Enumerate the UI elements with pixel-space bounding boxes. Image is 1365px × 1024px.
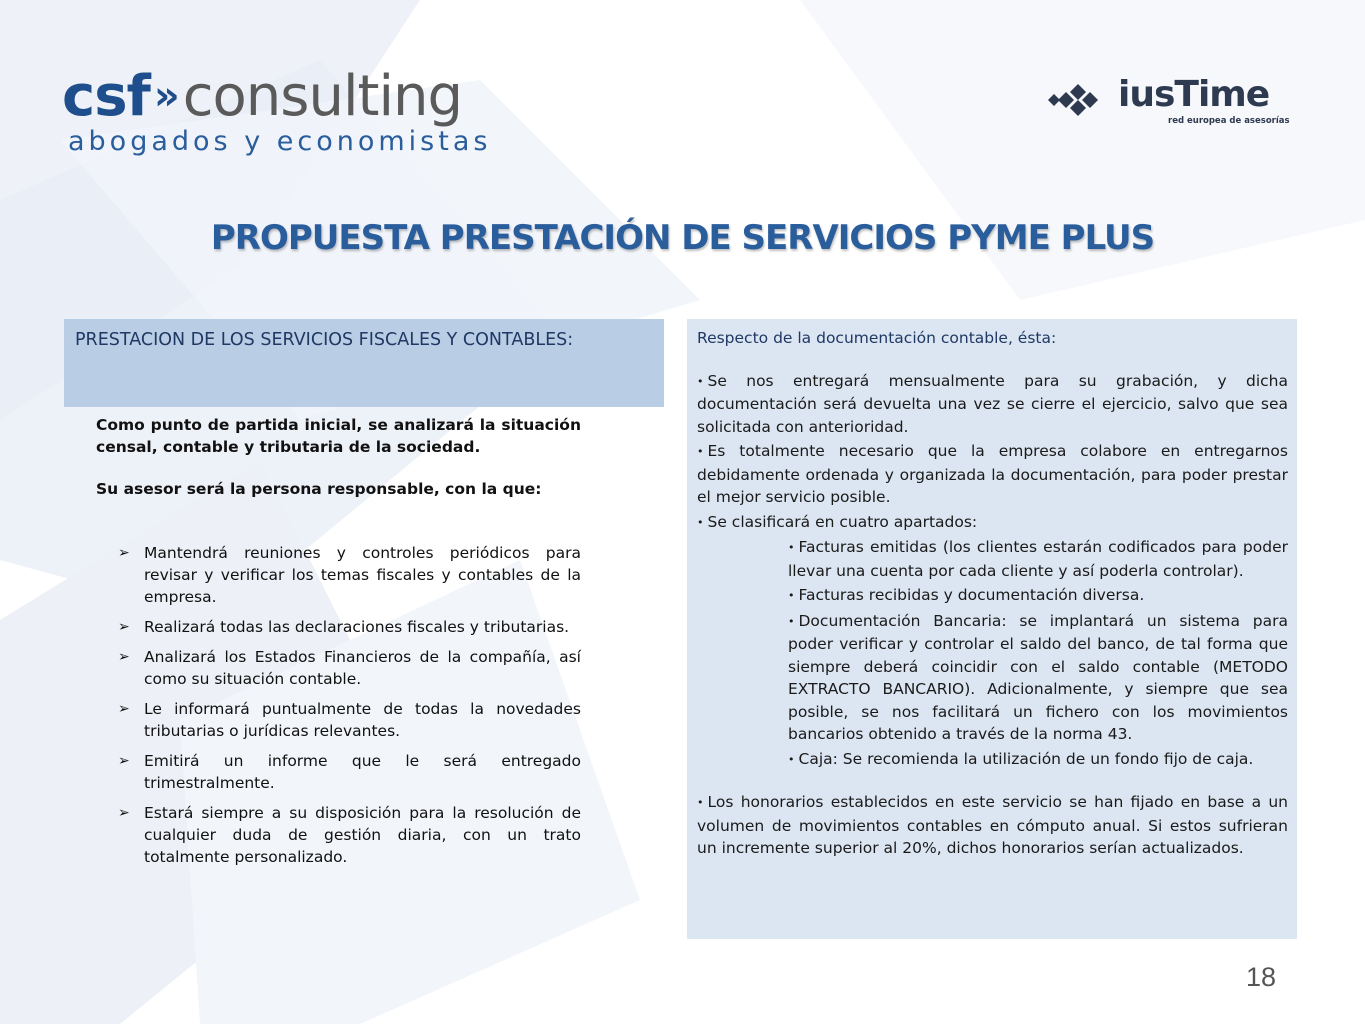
arrow-bullet-icon: ➢ xyxy=(118,619,130,635)
list-item xyxy=(96,646,581,690)
page-number: 18 xyxy=(1246,962,1277,992)
sub-bullet-text: Caja: Se recomienda la utilización de un fondo fijo de caja. xyxy=(798,749,1254,768)
sub-bullet-text: Documentación Bancaria: se implantará un sistema para poder verificar y controlar el saldo del banco, de tal forma que siempre deberá coincidir con el saldo contable (METODO EXTRACTO BANCARIO). Adicionalmente, y siempre que sea posible, se nos facilitará un fichero con los movimientos bancarios obtenido a través de la norma 43. xyxy=(788,611,1288,743)
fees-text: Los honorarios establecidos en este servicio se han fijado en base a un volumen de movimientos contables en cómputo anual. Si estos sufrieran un incremente superior al 20%, dichos honorarios serían actualizados. xyxy=(697,793,1288,857)
list-item-text: Realizará todas las declaraciones fiscales y tributarias. xyxy=(144,618,570,636)
bullet-text: Se clasificará en cuatro apartados: xyxy=(707,512,978,531)
arrow-bullet-icon: ➢ xyxy=(118,701,130,717)
page-title: PROPUESTA PRESTACIÓN DE SERVICIOS PYME PLUS xyxy=(210,218,1155,258)
classification-sub-bullet xyxy=(788,584,1288,608)
classification-sub-bullet xyxy=(788,748,1288,772)
list-item xyxy=(96,750,581,794)
bullet-dot-icon: • xyxy=(697,445,704,458)
arrow-bullet-icon: ➢ xyxy=(118,805,130,821)
fiscal-services-header: PRESTACION DE LOS SERVICIOS FISCALES Y CONTABLES: xyxy=(64,319,664,407)
csf-logo-wordmark xyxy=(62,66,462,127)
sub-bullet-text: Facturas emitidas (los clientes estarán codificados para poder llevar una cuenta por cada cliente y así poderla controlar). xyxy=(788,538,1288,580)
list-item xyxy=(96,698,581,742)
advisor-duties-list xyxy=(96,542,581,868)
list-item-text: Emitirá un informe que le será entregado trimestralmente. xyxy=(144,752,581,792)
bullet-dot-icon: • xyxy=(788,589,795,602)
fees-paragraph xyxy=(697,791,1288,860)
bullet-dot-icon: • xyxy=(697,796,704,809)
bullet-dot-icon: • xyxy=(788,752,795,766)
iustime-logo xyxy=(1048,72,1288,132)
list-item-text: Estará siempre a su disposición para la resolución de cualquier duda de gestión diaria, con un trato totalmente personalizado. xyxy=(144,804,581,866)
csf-logo-arrows: » xyxy=(153,73,179,119)
arrow-bullet-icon: ➢ xyxy=(118,545,130,561)
bullet-dot-icon: • xyxy=(788,541,795,554)
bullet-dot-icon: • xyxy=(788,614,795,628)
documentation-bullet xyxy=(697,440,1288,509)
csf-logo-csf: csf xyxy=(62,64,150,129)
arrow-bullet-icon: ➢ xyxy=(118,753,130,769)
accounting-documentation-box xyxy=(687,319,1297,939)
bullet-text: Se nos entregará mensualmente para su grabación, y dicha documentación será devuelta una vez se cierre el ejercicio, salvo que sea solicitada con anterioridad. xyxy=(697,371,1288,436)
sub-bullet-text: Facturas recibidas y documentación diversa. xyxy=(798,586,1145,604)
bullet-dot-icon: • xyxy=(697,374,704,388)
bullet-dot-icon: • xyxy=(697,515,704,529)
list-item-text: Le informará puntualmente de todas la novedades tributarias o jurídicas relevantes. xyxy=(144,700,581,740)
bullet-text: Es totalmente necesario que la empresa colabore en entregarnos debidamente ordenada y organizada la documentación, para poder prestar el mejor servicio posible. xyxy=(697,442,1288,506)
list-item xyxy=(96,542,581,608)
iustime-wordmark: iusTime xyxy=(1118,74,1270,115)
csf-logo-subtitle: abogados y economistas xyxy=(68,126,492,157)
csf-consulting-logo xyxy=(62,66,512,166)
arrow-bullet-icon: ➢ xyxy=(118,649,130,665)
classification-sub-bullet xyxy=(788,536,1288,582)
iustime-tagline: red europea de asesorías xyxy=(1168,116,1290,126)
fiscal-services-body xyxy=(96,414,581,876)
documentation-bullet xyxy=(697,511,1288,535)
classification-sub-bullet xyxy=(788,610,1288,746)
intro-paragraph: Como punto de partida inicial, se analizará la situación censal, contable y tributaria de la sociedad. xyxy=(96,416,581,456)
list-item xyxy=(96,616,581,638)
documentation-bullet xyxy=(697,370,1288,439)
csf-logo-consulting: consulting xyxy=(182,64,463,129)
documentation-intro: Respecto de la documentación contable, ésta: xyxy=(697,329,1057,347)
advisor-paragraph: Su asesor será la persona responsable, con la que: xyxy=(96,480,542,498)
list-item-text: Mantendrá reuniones y controles periódicos para revisar y verificar los temas fiscales y contables de la empresa. xyxy=(144,544,581,606)
list-item-text: Analizará los Estados Financieros de la compañía, así como su situación contable. xyxy=(144,648,581,688)
list-item xyxy=(96,802,581,868)
iustime-diamonds-icon xyxy=(1048,80,1112,120)
